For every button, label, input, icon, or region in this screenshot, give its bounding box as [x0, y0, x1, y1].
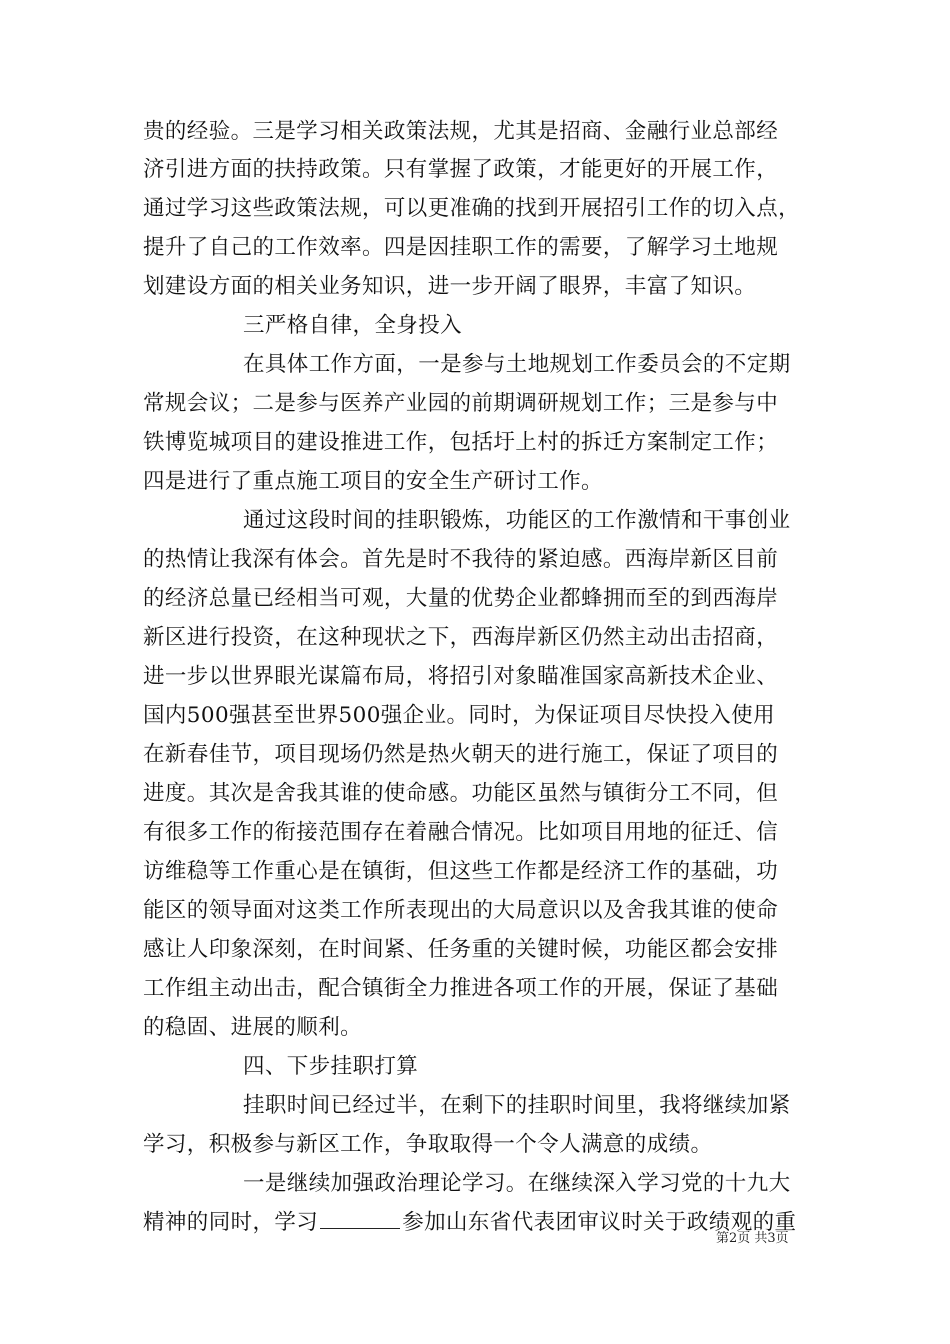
paragraph-line: 有很多工作的衔接范围存在着融合情况。比如项目用地的征迁、信 — [143, 820, 779, 845]
section-heading: 三严格自律，全身投入 — [243, 313, 463, 338]
paragraph-line: 通过这段时间的挂职锻炼，功能区的工作激情和干事创业 — [243, 508, 791, 533]
paragraph-line: 的热情让我深有体会。首先是时不我待的紧迫感。西海岸新区目前 — [143, 547, 779, 572]
paragraph-line: 访维稳等工作重心是在镇街，但这些工作都是经济工作的基础，功 — [143, 859, 779, 884]
paragraph-line: 新区进行投资，在这种现状之下，西海岸新区仍然主动出击招商， — [143, 625, 779, 650]
paragraph-line: 一是继续加强政治理论学习。在继续深入学习党的十九大 — [243, 1171, 791, 1196]
paragraph-line: 划建设方面的相关业务知识，进一步开阔了眼界，丰富了知识。 — [143, 274, 757, 299]
paragraph-line: 通过学习这些政策法规，可以更准确的找到开展招引工作的切入点， — [143, 196, 801, 221]
section-heading: 四、下步挂职打算 — [243, 1054, 419, 1079]
paragraph-line: 常规会议；二是参与医养产业园的前期调研规划工作；三是参与中 — [143, 391, 779, 416]
paragraph-line: 在新春佳节，项目现场仍然是热火朝天的进行施工，保证了项目的 — [143, 742, 779, 767]
paragraph-line: 工作组主动出击，配合镇街全力推进各项工作的开展，保证了基础 — [143, 976, 779, 1001]
paragraph-line: 学习，积极参与新区工作，争取取得一个令人满意的成绩。 — [143, 1132, 713, 1157]
text-after-blank: 参加山东省代表团审议时关于政绩观的重 — [402, 1210, 797, 1235]
paragraph-line: 进一步以世界眼光谋篇布局，将招引对象瞄准国家高新技术企业、 — [143, 664, 779, 689]
paragraph-line: 能区的领导面对这类工作所表现出的大局意识以及舍我其谁的使命 — [143, 898, 779, 923]
paragraph-line: 铁博览城项目的建设推进工作，包括圩上村的拆迁方案制定工作； — [143, 430, 779, 455]
redacted-blank — [320, 1208, 400, 1229]
paragraph-line: 国内500强甚至世界500强企业。同时，为保证项目尽快投入使用 — [143, 703, 775, 728]
text-before-blank: 精神的同时，学习 — [143, 1210, 319, 1235]
paragraph-line: 进度。其次是舍我其谁的使命感。功能区虽然与镇街分工不同，但 — [143, 781, 779, 806]
paragraph-line: 挂职时间已经过半，在剩下的挂职时间里，我将继续加紧 — [243, 1093, 791, 1118]
page-number-footer: 第2页 共3页 — [716, 1231, 789, 1246]
paragraph-line: 的稳固、进展的顺利。 — [143, 1015, 363, 1040]
paragraph-line: 的经济总量已经相当可观，大量的优势企业都蜂拥而至的到西海岸 — [143, 586, 779, 611]
paragraph-line-with-blank — [143, 1208, 796, 1238]
paragraph-line: 感让人印象深刻，在时间紧、任务重的关键时候，功能区都会安排 — [143, 937, 779, 962]
paragraph-line: 四是进行了重点施工项目的安全生产研讨工作。 — [143, 469, 603, 494]
paragraph-line: 提升了自己的工作效率。四是因挂职工作的需要，了解学习土地规 — [143, 235, 779, 260]
paragraph-line: 在具体工作方面，一是参与土地规划工作委员会的不定期 — [243, 352, 791, 377]
paragraph-line: 济引进方面的扶持政策。只有掌握了政策，才能更好的开展工作， — [143, 157, 779, 182]
paragraph-line: 贵的经验。三是学习相关政策法规，尤其是招商、金融行业总部经 — [143, 119, 779, 144]
